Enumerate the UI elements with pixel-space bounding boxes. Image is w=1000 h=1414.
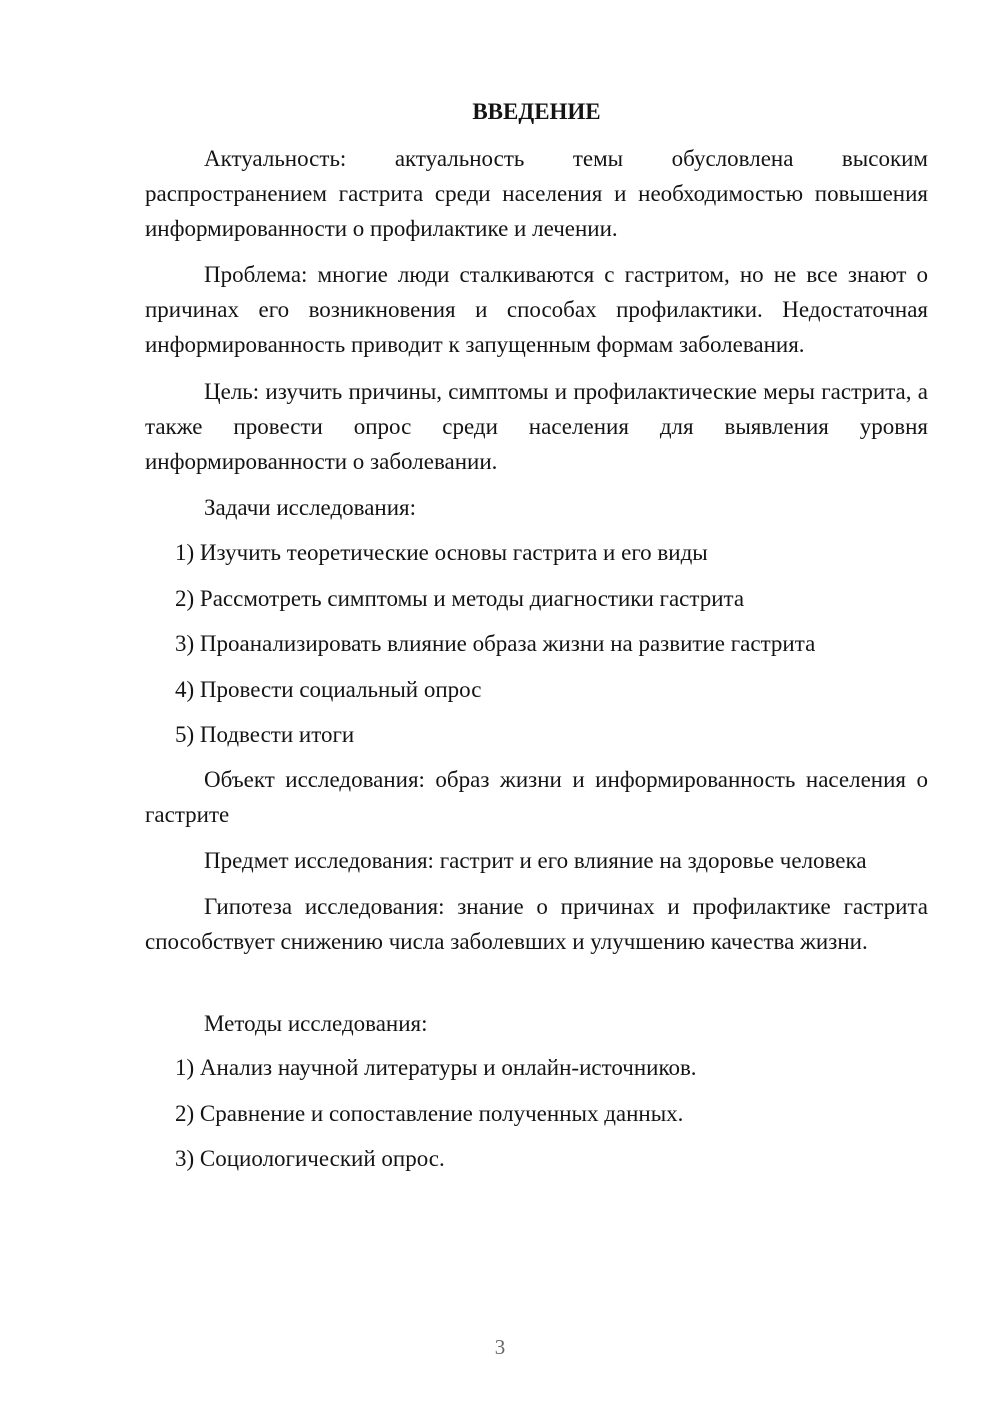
task-item: 3) Проанализировать влияние образа жизни на развитие гастрита <box>175 631 816 656</box>
task-item: 1) Изучить теоретические основы гастрита и его виды <box>175 540 708 565</box>
goal-paragraph: Цель: изучить причины, симптомы и профилактические меры гастрита, а также провести опрос среди населения для выявления уровня информированности о заболевании. <box>145 379 928 474</box>
task-item: 2) Рассмотреть симптомы и методы диагностики гастрита <box>175 586 745 611</box>
subject-line: Предмет исследования: гастрит и его влияние на здоровье человека <box>204 848 867 873</box>
tasks-heading: Задачи исследования: <box>204 495 417 520</box>
task-item: 4) Провести социальный опрос <box>175 677 482 702</box>
task-item: 5) Подвести итоги <box>175 722 355 747</box>
object-paragraph: Объект исследования: образ жизни и информированность населения о гастрите <box>145 767 928 827</box>
method-item: 3) Социологический опрос. <box>175 1146 445 1171</box>
methods-heading: Методы исследования: <box>204 1011 428 1036</box>
method-item: 1) Анализ научной литературы и онлайн-источников. <box>175 1055 697 1080</box>
page-number: 3 <box>494 1335 506 1359</box>
relevance-paragraph: Актуальность: актуальность темы обусловлена высоким распространением гастрита среди населения и необходимостью повышения информированности о профилактике и лечении. <box>145 146 928 241</box>
problem-paragraph: Проблема: многие люди сталкиваются с гастритом, но не все знают о причинах его возникновения и способах профилактики. Недостаточная информированность приводит к запущенным формам заболевания. <box>145 262 928 357</box>
hypothesis-paragraph: Гипотеза исследования: знание о причинах и профилактике гастрита способствует снижению числа заболевших и улучшению качества жизни. <box>145 894 928 954</box>
page-title: ВВЕДЕНИЕ <box>472 99 601 124</box>
method-item: 2) Сравнение и сопоставление полученных данных. <box>175 1101 684 1126</box>
